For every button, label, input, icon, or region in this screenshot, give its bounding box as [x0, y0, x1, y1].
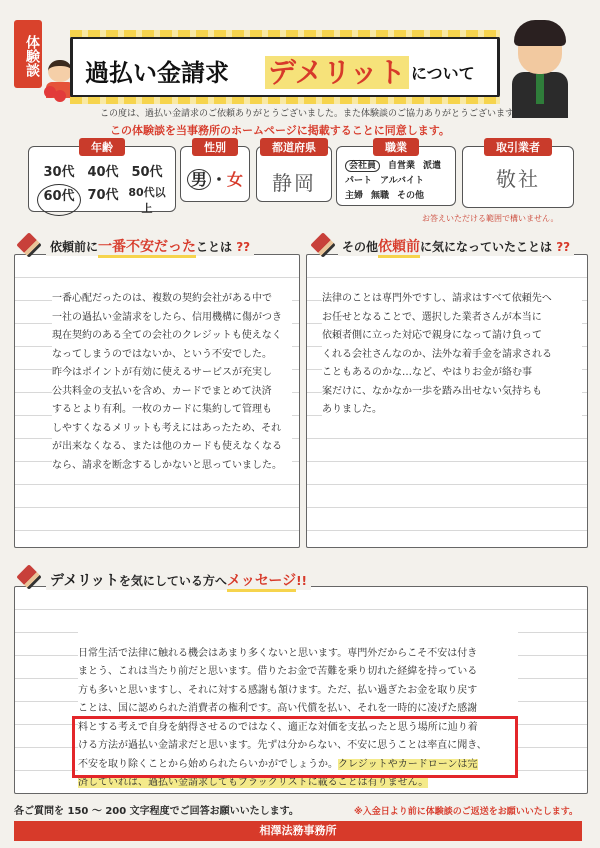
experience-tag: 体験談 — [14, 20, 42, 88]
businessman-illustration — [500, 20, 580, 120]
cherry-icon — [54, 90, 66, 102]
length-note: 各ご質問を 150 ～ 200 文字程度でご回答お願いいたします。 — [14, 806, 299, 817]
age-option: 30代 — [43, 165, 75, 180]
profile-note: お答えいただける範囲で構いません。 — [422, 214, 559, 223]
prefecture-value: 静岡 — [272, 171, 316, 195]
age-option: 50代 — [131, 165, 163, 180]
q2-heading: その他依頼前に気になっていたことは ?? — [338, 236, 574, 256]
occupation-box — [336, 141, 456, 206]
age-option-selected: 60代 — [37, 184, 81, 216]
lender-box — [462, 141, 574, 208]
title-part1: 過払い金請求 — [85, 59, 229, 87]
gender-female: 女 — [227, 170, 244, 189]
job-option: 自営業 — [388, 161, 416, 171]
prefecture-label: 都道府県 — [260, 138, 328, 156]
job-option: 派遣 — [423, 161, 442, 171]
age-box — [28, 141, 176, 215]
q3-heading: デメリットを気にしている方へメッセージ!! — [46, 570, 311, 590]
age-options — [37, 161, 169, 216]
red-highlight-box — [72, 716, 518, 778]
age-label: 年齢 — [79, 138, 125, 156]
q1-answer: 一番心配だったのは、複数の契約会社がある中で 一社の過払い金請求をしたら、信用機構に傷がつき 現在契約のある全ての会社のクレジットも使えなく なってしまうのではないか、という不安でした。 昨今はポイントが有効に使えるサービスが充実し 公共料金の支払いを含め、カードでまとめて決済 するとより有利。一枚のカードに集約して管理も しやすくなるメリットも考えにはあったため、それ が出来なくなる、または他のカードも使えなくなる なら、請求を断念するしかないと思っていました。 — [52, 290, 292, 475]
gender-male: 男 — [187, 169, 211, 190]
gender-box — [180, 141, 250, 202]
age-option: 70代 — [87, 188, 119, 203]
title-part3: について — [411, 64, 475, 83]
job-option: 無職 — [371, 191, 390, 201]
job-option: 主婦 — [345, 191, 364, 201]
job-option: その他 — [397, 191, 425, 201]
q3-answer: 日常生活で法律に触れる機会はあまり多くないと思います。専門外だからこそ不安は付き まとう、これは当たり前だと思います。借りたお金で苦難を乗り切れた経緯を持っている 方も多いと思いますし、それに対する感謝も頷けます。ただ、払い過ぎたお金を取り戻す ことは、国に認められた消費者の権利です。高い代償を払い、それを一時的に凌げた感謝 料とする考えで自身を納得させるのではなく、適正な対価を支払ったと思う場所に辿り着 ける方法が過払い金請求だと思います。先ずは分からない、不安に思うことは率直に聞き、 不安を取り除くことから始められたらいかがでしょうか。クレジットやカードローンは完 済していれば、過払い金請求してもブラックリストに載ることは有りません。 — [78, 626, 518, 793]
gender-label: 性別 — [192, 138, 238, 156]
consent-text: この体験談を当事務所のホームページに掲載することに同意します。 — [110, 124, 450, 137]
lender-value: 敬社 — [496, 167, 540, 191]
age-option: 80代以上 — [128, 186, 166, 215]
gender-value: 男 ・女 — [181, 167, 249, 190]
office-name: 相澤法務事務所 — [14, 821, 582, 841]
occupation-options — [345, 159, 449, 204]
q1-heading: 依頼前に一番不安だったことは ?? — [46, 236, 254, 256]
prefecture-box — [256, 141, 332, 202]
job-option-selected: 会社員 — [345, 160, 380, 172]
title-part2: デメリット — [265, 51, 409, 91]
age-option: 40代 — [87, 165, 119, 180]
highlighted-text: クレジットやカードローンは完 済していれば、過払い金請求してもブラックリストに載ることは有りません。 — [78, 758, 478, 788]
thanks-text: この度は、過払い金請求のご依頼ありがとうございました。また体験談のご協力ありがとうございます。 — [100, 109, 523, 119]
occupation-label: 職業 — [373, 138, 419, 156]
lender-label: 取引業者 — [484, 138, 552, 156]
return-note: ※入金日より前に体験談のご返送をお願いいたします。 — [354, 807, 579, 817]
job-option: アルバイト — [380, 176, 425, 186]
job-option: パート — [345, 176, 373, 186]
q2-answer: 法律のことは専門外ですし、請求はすべて依頼先へ お任せとなることで、選択した業者さんが本当に 依頼者側に立った対応で親身になって請け負って くれる会社さんなのか、法外な着手金を請求される こともあるのかな…など、やはりお金が絡む事 案だけに、なかなか一歩を踏み出せない気持ちも ありました。 — [322, 290, 582, 420]
title-banner — [70, 36, 500, 98]
